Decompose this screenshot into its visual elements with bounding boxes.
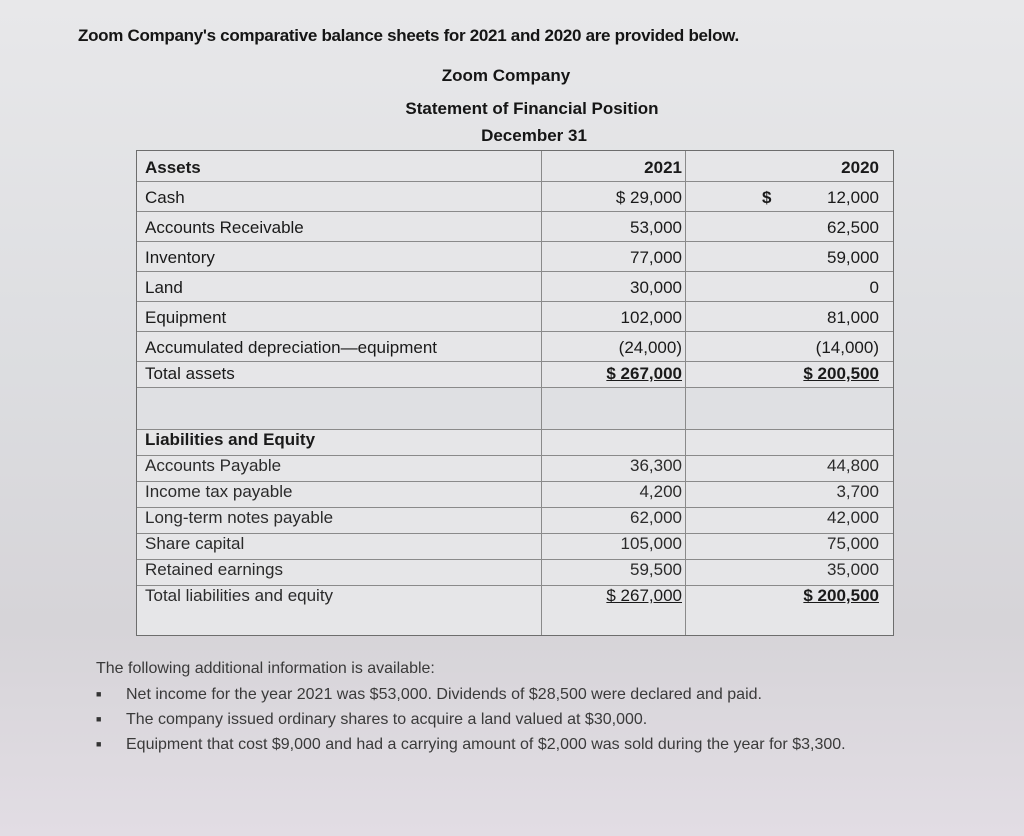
value-2021: 59,500 [630, 560, 682, 579]
value-2020: 81,000 [827, 308, 879, 327]
row-label: Accumulated depreciation—equipment [145, 338, 438, 357]
row-label: Cash [145, 188, 185, 207]
total-2021: $ 267,000 [606, 364, 682, 383]
value-2020: 42,000 [827, 508, 879, 527]
balance-sheet-table [136, 150, 894, 636]
row-label: Equipment [145, 308, 227, 327]
table-row [137, 273, 893, 303]
value-2020: 62,500 [827, 218, 879, 237]
notes-intro: The following additional information is available: [96, 660, 435, 677]
value-2021: 36,300 [630, 456, 682, 475]
value-2021: (24,000) [618, 338, 682, 357]
value-2021: 77,000 [630, 248, 682, 267]
assets-header-row [137, 153, 893, 183]
note-item: ■ The company issued ordinary shares to acquire a land valued at $30,000. [96, 709, 976, 730]
liabilities-heading: Liabilities and Equity [145, 430, 316, 449]
value-2021: 102,000 [620, 308, 682, 327]
value-2020: 35,000 [827, 560, 879, 579]
value-2021: $ 29,000 [615, 188, 682, 207]
intro-text: Zoom Company's comparative balance sheets for 2021 and 2020 are provided below. [78, 26, 739, 45]
row-label: Long-term notes payable [145, 508, 334, 527]
value-2020: 12,000 [827, 188, 879, 207]
row-label: Accounts Payable [145, 456, 282, 475]
assets-heading: Assets [145, 158, 201, 177]
value-2020: (14,000) [815, 338, 879, 357]
value-2020: 59,000 [827, 248, 879, 267]
value-2021: 53,000 [630, 218, 682, 237]
value-2020: 0 [869, 278, 879, 297]
row-label: Total assets [145, 364, 235, 383]
total-liabilities-row [137, 581, 893, 611]
value-2020: 44,800 [827, 456, 879, 475]
value-2020: 75,000 [827, 534, 879, 553]
table-row [137, 213, 893, 243]
total-2021: $ 267,000 [606, 586, 682, 605]
note-item: ■ Equipment that cost $9,000 and had a carrying amount of $2,000 was sold during the year for $3,300. [96, 734, 976, 755]
dollar-sign: $ [762, 188, 772, 207]
statement-date: December 31 [481, 126, 587, 145]
company-name: Zoom Company [441, 66, 571, 85]
table-row [137, 243, 893, 273]
value-2021: 30,000 [630, 278, 682, 297]
row-label: Retained earnings [145, 560, 283, 579]
row-label: Share capital [145, 534, 245, 553]
row-label: Inventory [145, 248, 215, 267]
table-row [137, 303, 893, 333]
total-2020: $ 200,500 [803, 586, 879, 605]
additional-information [96, 660, 976, 759]
row-label: Land [145, 278, 183, 297]
section-gap [137, 387, 893, 429]
column-header-2020: 2020 [841, 158, 879, 177]
total-2020: $ 200,500 [803, 364, 879, 383]
value-2021: 62,000 [630, 508, 682, 527]
value-2020: 3,700 [836, 482, 879, 501]
table-row [137, 183, 893, 213]
value-2021: 105,000 [620, 534, 682, 553]
note-item: ■ Net income for the year 2021 was $53,000. Dividends of $28,500 were declared and paid. [96, 684, 976, 705]
value-2021: 4,200 [639, 482, 682, 501]
row-label: Total liabilities and equity [145, 586, 334, 605]
row-label: Income tax payable [145, 482, 293, 501]
column-header-2021: 2021 [644, 158, 682, 177]
row-label: Accounts Receivable [145, 218, 304, 237]
total-assets-row [137, 359, 893, 389]
statement-title: Statement of Financial Position [405, 99, 659, 118]
